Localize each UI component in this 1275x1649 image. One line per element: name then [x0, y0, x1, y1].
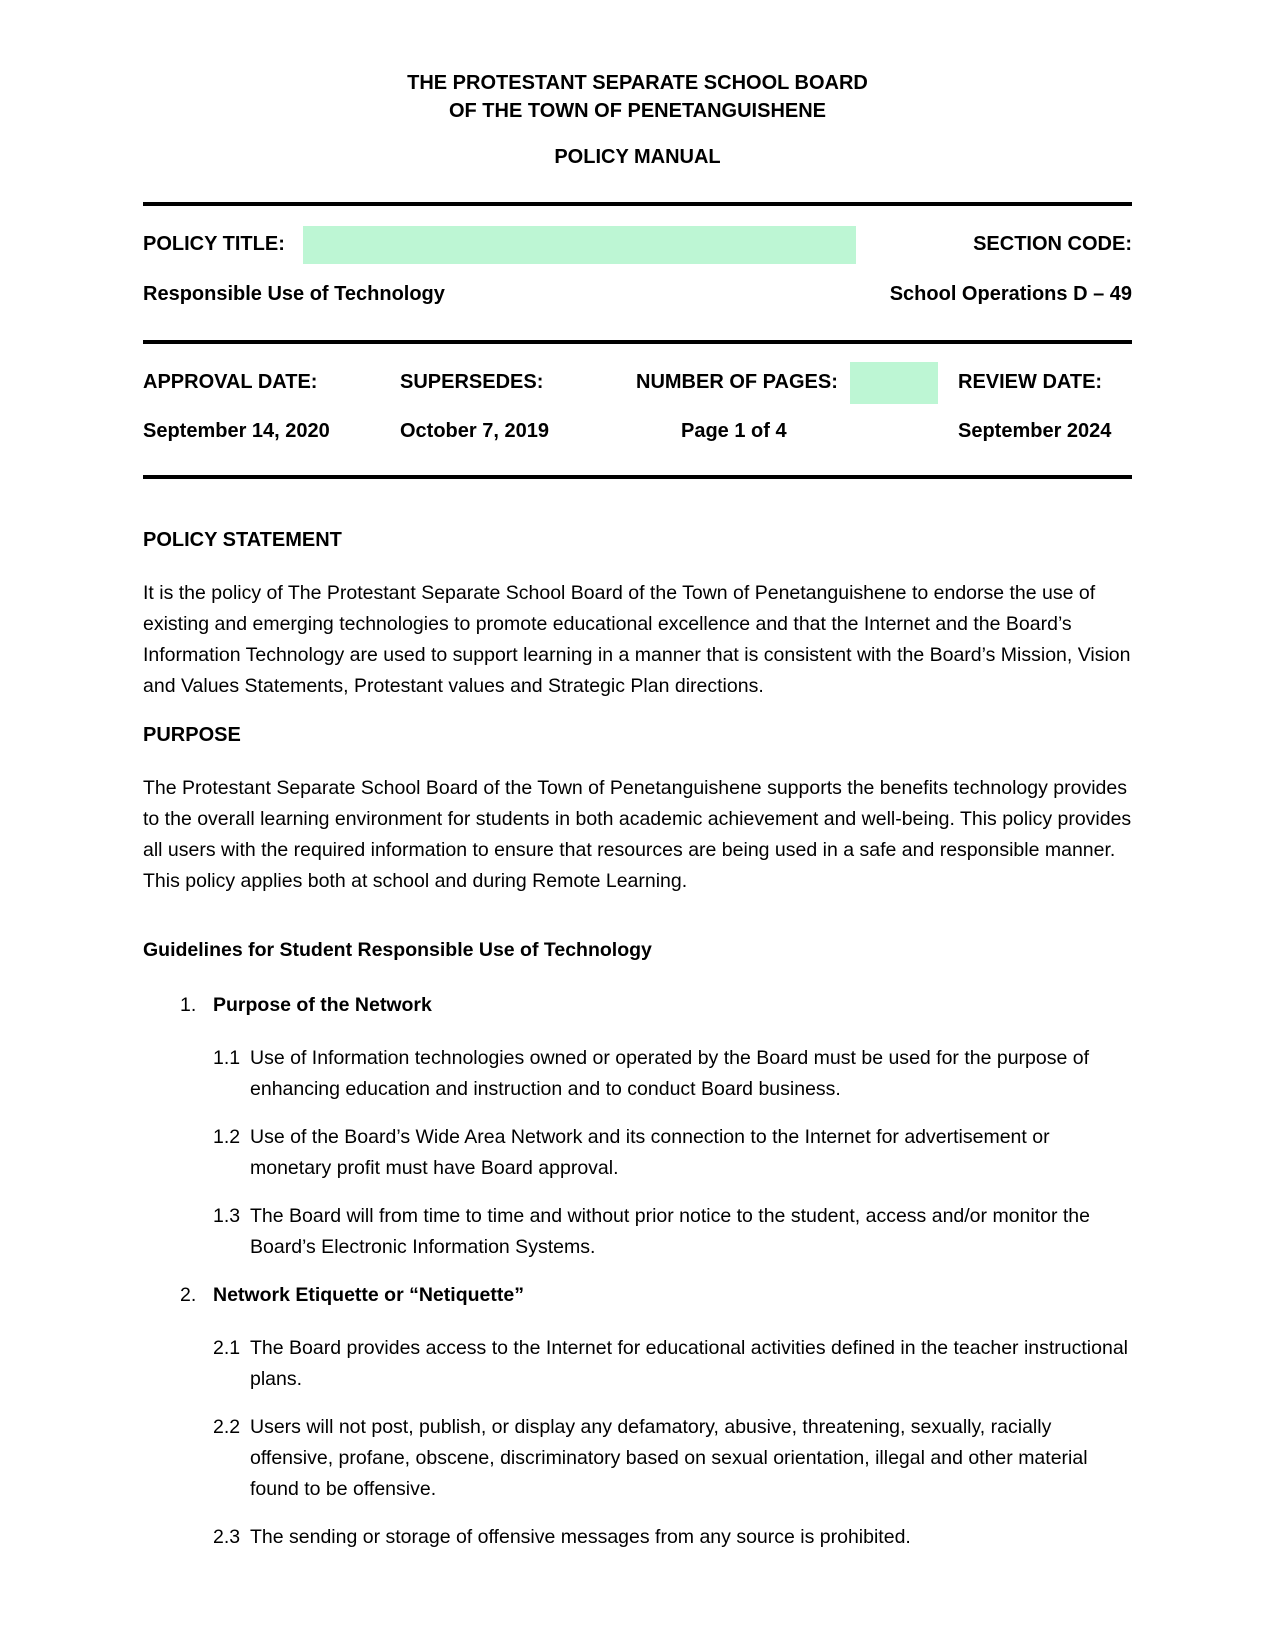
divider-bottom — [143, 475, 1132, 479]
policy-title-group — [143, 226, 856, 264]
subitem-1-1-text: Use of Information technologies owned or operated by the Board must be used for the purpose of enhancing education and instruction and to conduct Board business. — [250, 1046, 1090, 1100]
guideline-subitem-1-3 — [143, 1201, 1132, 1263]
supersedes-value: October 7, 2019 — [400, 419, 549, 442]
guideline-subitem-2-1 — [143, 1333, 1132, 1395]
section-code-value: School Operations D – 49 — [889, 282, 1132, 305]
subitem-1-2-text: Use of the Board’s Wide Area Network and its connection to the Internet for advertisement or monetary profit must have Board approval. — [250, 1125, 1050, 1179]
guideline-item-1 — [143, 990, 1132, 1263]
guideline-subitem-2-2 — [143, 1412, 1132, 1505]
guideline-1-title: Purpose of the Network — [213, 993, 432, 1016]
supersedes-label: SUPERSEDES: — [400, 371, 544, 393]
divider-middle — [143, 340, 1132, 344]
board-name-line1: THE PROTESTANT SEPARATE SCHOOL BOARD — [407, 72, 868, 94]
subitem-2-1-number: 2.1 — [213, 1336, 241, 1359]
number-of-pages-label: NUMBER OF PAGES: — [636, 371, 838, 393]
guidelines-heading: Guidelines for Student Responsible Use of Technology — [143, 938, 652, 961]
guideline-1-number: 1. — [180, 993, 197, 1016]
guideline-subitem-1-2 — [143, 1122, 1132, 1184]
approval-date-label: APPROVAL DATE: — [143, 371, 318, 393]
guideline-item-2 — [143, 1280, 1132, 1553]
policy-title-label: POLICY TITLE: — [143, 233, 285, 255]
guideline-subitem-1-1 — [143, 1043, 1132, 1105]
guideline-2-number: 2. — [180, 1283, 197, 1306]
guideline-1-title-row — [143, 990, 1132, 1021]
subitem-1-1-number: 1.1 — [213, 1046, 241, 1069]
divider-top — [143, 202, 1132, 206]
subitem-2-2-number: 2.2 — [213, 1415, 241, 1438]
guideline-2-title: Network Etiquette or “Netiquette” — [213, 1283, 524, 1306]
document-header — [143, 70, 1132, 172]
subitem-2-3-text: The sending or storage of offensive messages from any source is prohibited. — [250, 1525, 911, 1548]
manual-title: POLICY MANUAL — [554, 146, 721, 168]
approval-date-value: September 14, 2020 — [143, 419, 330, 442]
policy-statement-heading: POLICY STATEMENT — [143, 528, 342, 551]
number-of-pages-group — [636, 362, 958, 404]
guideline-subitem-2-3 — [143, 1522, 1132, 1553]
number-of-pages-value: Page 1 of 4 — [681, 419, 787, 442]
subitem-2-3-number: 2.3 — [213, 1525, 241, 1548]
meta-labels-row — [143, 362, 1132, 404]
subitem-1-3-text: The Board will from time to time and without prior notice to the student, access and/or monitor the Board’s Electronic Information Systems. — [250, 1204, 1090, 1258]
review-date-value: September 2024 — [958, 419, 1112, 442]
review-date-label: REVIEW DATE: — [958, 371, 1103, 393]
subitem-2-2-text: Users will not post, publish, or display any defamatory, abusive, threatening, sexually, racially offensive, profane, obscene, discriminatory based on sexual orientation, illegal and other material found to be offensive. — [250, 1415, 1088, 1500]
policy-title-row — [143, 226, 1132, 264]
meta-values-row — [143, 416, 1132, 447]
board-name-line2: OF THE TOWN OF PENETANGUISHENE — [448, 99, 827, 122]
policy-title-values-row — [143, 279, 1132, 310]
purpose-body: The Protestant Separate School Board of the Town of Penetanguishene supports the benefits technology provides to the overall learning environment for students in both academic achievement and well-being. This policy provides all users with the required information to ensure that resources are being used in a safe and responsible manner. This policy applies both at school and during Remote Learning. — [143, 776, 1132, 892]
subitem-1-2-number: 1.2 — [213, 1125, 241, 1148]
subitem-2-1-text: The Board provides access to the Internet for educational activities defined in the teacher instructional plans. — [250, 1336, 1129, 1390]
section-code-label: SECTION CODE: — [973, 233, 1132, 255]
number-of-pages-highlight-box — [850, 362, 938, 404]
guideline-2-title-row — [143, 1280, 1132, 1311]
subitem-1-3-number: 1.3 — [213, 1204, 241, 1227]
policy-statement-body: It is the policy of The Protestant Separate School Board of the Town of Penetanguishene to endorse the use of existing and emerging technologies to promote educational excellence and that the Internet and the Board’s Information Technology are used to support learning in a manner that is consistent with the Board’s Mission, Vision and Values Statements, Protestant values and Strategic Plan directions. — [143, 581, 1131, 697]
purpose-heading: PURPOSE — [143, 723, 241, 746]
policy-title-highlight-box — [303, 226, 856, 264]
policy-title-value: Responsible Use of Technology — [143, 282, 445, 305]
